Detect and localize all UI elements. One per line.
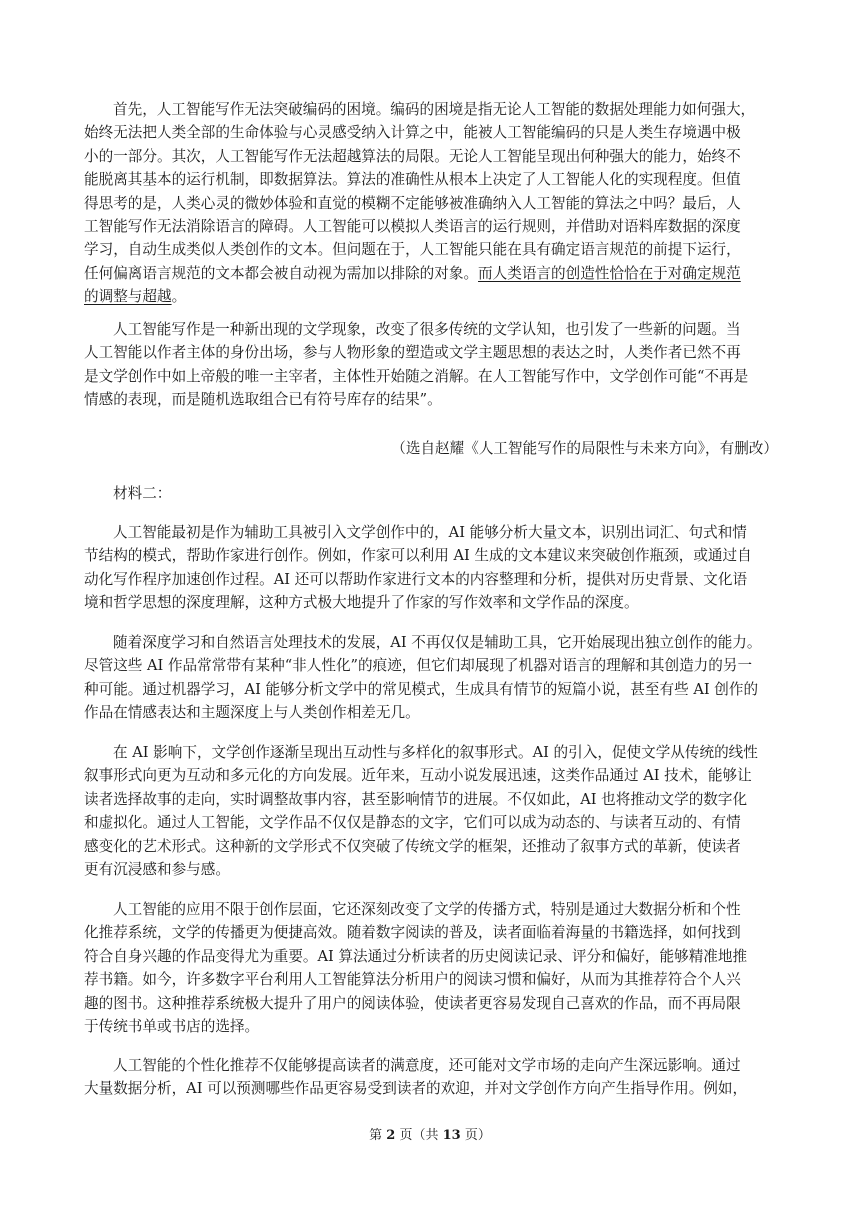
text-line: 得思考的是，人类心灵的微妙体验和直觉的模糊不定能够被准确纳入人工智能的算法之中吗？最后，人 xyxy=(84,194,741,212)
text-line: 感变化的艺术形式。这种新的文学形式不仅突破了传统文学的框架，还推动了叙事方式的革新，使读者 xyxy=(84,837,741,855)
material-heading: 材料二： xyxy=(113,485,172,502)
text-line: 动化写作程序加速创作过程。AI 还可以帮助作家进行文本的内容整理和分析，提供对历史背景、文化语 xyxy=(84,570,748,588)
paragraph-7 xyxy=(84,1054,774,1101)
text-line xyxy=(84,262,774,285)
paragraph-3 xyxy=(84,521,774,615)
footer-total-pages: 13 xyxy=(442,1128,461,1143)
paragraph-1 xyxy=(84,98,774,309)
text-line: 荐书籍。如今，许多数字平台利用人工智能算法分析用户的阅读习惯和偏好，从而为其推荐符合个人兴 xyxy=(84,971,741,989)
text-line: 是文学创作中如上帝般的唯一主宰者，主体性开始随之消解。在人工智能写作中，文学创作可能“不再是 xyxy=(84,367,749,385)
text-line: 境和哲学思想的深度理解，这种方式极大地提升了作家的写作效率和文学作品的深度。 xyxy=(84,594,639,612)
text-line: 人工智能的个性化推荐不仅能够提高读者的满意度，还可能对文学市场的走向产生深远影响。通过 xyxy=(113,1057,741,1074)
text-line: 于传统书单或书店的选择。 xyxy=(84,1018,260,1036)
text-line: 学习，自动生成类似人类创作的文本。但问题在于，人工智能只能在具有确定语言规范的前提下运行， xyxy=(84,241,741,259)
text-segment: 。 xyxy=(171,288,187,306)
footer-page-number: 2 xyxy=(386,1128,396,1143)
text-line xyxy=(84,285,774,308)
text-line: 和虚拟化。通过人工智能，文学作品不仅仅是静态的文字，它们可以成为动态的、与读者互动的、有情 xyxy=(84,814,741,832)
underlined-sentence-end: 的调整与超越 xyxy=(84,288,172,306)
text-line: 叙事形式向更为互动和多元化的方向发展。近年来，互动小说发展迅速，这类作品通过 AI 技术，能够让 xyxy=(84,767,752,785)
text-line: 节结构的模式，帮助作家进行创作。例如，作家可以利用 AI 生成的文本建议来突破创作瓶颈，或通过自 xyxy=(84,547,752,565)
text-line: 情感的表现，而是随机选取组合已有符号库存的结果”。 xyxy=(84,391,442,409)
footer-suffix: 页） xyxy=(460,1128,491,1143)
text-line: 符合自身兴趣的作品变得尤为重要。AI 算法通过分析读者的历史阅读记录、评分和偏好，能够精准地推 xyxy=(84,947,748,965)
underlined-sentence: 而人类语言的创造性恰恰在于对确定规范 xyxy=(478,264,741,282)
paragraph-6 xyxy=(84,898,774,1038)
text-line: 随着深度学习和自然语言处理技术的发展，AI 不再仅仅是辅助工具，它开始展现出独立创作的能力。 xyxy=(113,634,762,651)
footer-prefix: 第 xyxy=(369,1128,387,1143)
text-line: 尽管这些 AI 作品常常带有某种“非人性化”的痕迹，但它们却展现了机器对语言的理解和其创造力的另一 xyxy=(84,657,753,675)
text-line: 人工智能最初是作为辅助工具被引入文学创作中的，AI 能够分析大量文本，识别出词汇、句式和情 xyxy=(113,524,747,541)
text-line: 人工智能的应用不限于创作层面，它还深刻改变了文学的传播方式，特别是通过大数据分析和个性 xyxy=(113,901,741,918)
paragraph-4 xyxy=(84,631,774,725)
text-line: 人工智能以作者主体的身份出场，参与人物形象的塑造或文学主题思想的表达之时，人类作者已然不再 xyxy=(84,344,741,362)
text-line: 作品在情感表达和主题深度上与人类创作相差无几。 xyxy=(84,704,420,722)
paragraph-5 xyxy=(84,741,774,881)
text-line: 种可能。通过机器学习，AI 能够分析文学中的常见模式，生成具有情节的短篇小说，甚至有些 AI 创作的 xyxy=(84,680,759,698)
source-citation: （选自赵耀《人工智能写作的局限性与未来方向》，有删改） xyxy=(391,440,778,457)
paragraph-2 xyxy=(84,318,774,412)
text-line: 人工智能写作是一种新出现的文学现象，改变了很多传统的文学认知，也引发了一些新的问题。当 xyxy=(113,321,741,338)
text-line: 小的一部分。其次，人工智能写作无法超越算法的局限。无论人工智能呈现出何种强大的能力，始终不 xyxy=(84,147,741,165)
text-line: 工智能写作无法消除语言的障碍。人工智能可以模拟人类语言的运行规则，并借助对语料库数据的深度 xyxy=(84,218,741,236)
text-line: 读者选择故事的走向，实时调整故事内容，甚至影响情节的进展。不仅如此，AI 也将推动文学的数字化 xyxy=(84,790,748,808)
footer-middle: 页（共 xyxy=(395,1128,443,1143)
page-footer xyxy=(0,1124,860,1147)
text-line: 化推荐系统，文学的传播更为便捷高效。随着数字阅读的普及，读者面临着海量的书籍选择，如何找到 xyxy=(84,924,741,942)
text-line: 大量数据分析，AI 可以预测哪些作品更容易受到读者的欢迎，并对文学创作方向产生指导作用。例如， xyxy=(84,1080,748,1098)
text-segment: 任何偏离语言规范的文本都会被自动视为需加以排除的对象。 xyxy=(84,264,479,282)
text-line: 能脱离其基本的运行机制，即数据算法。算法的准确性从根本上决定了人工智能人化的实现程度。但值 xyxy=(84,171,741,189)
text-line: 趣的图书。这种推荐系统极大提升了用户的阅读体验，使读者更容易发现自己喜欢的作品，而不再局限 xyxy=(84,994,741,1012)
text-line: 首先，人工智能写作无法突破编码的困境。编码的困境是指无论人工智能的数据处理能力如何强大， xyxy=(113,101,756,118)
text-line: 在 AI 影响下，文学创作逐渐呈现出互动性与多样化的叙事形式。AI 的引入，促使文学从传统的线性 xyxy=(113,744,758,761)
text-line: 更有沉浸感和参与感。 xyxy=(84,861,230,879)
text-line: 始终无法把人类全部的生命体验与心灵感受纳入计算之中，能被人工智能编码的只是人类生存境遇中极 xyxy=(84,124,741,142)
